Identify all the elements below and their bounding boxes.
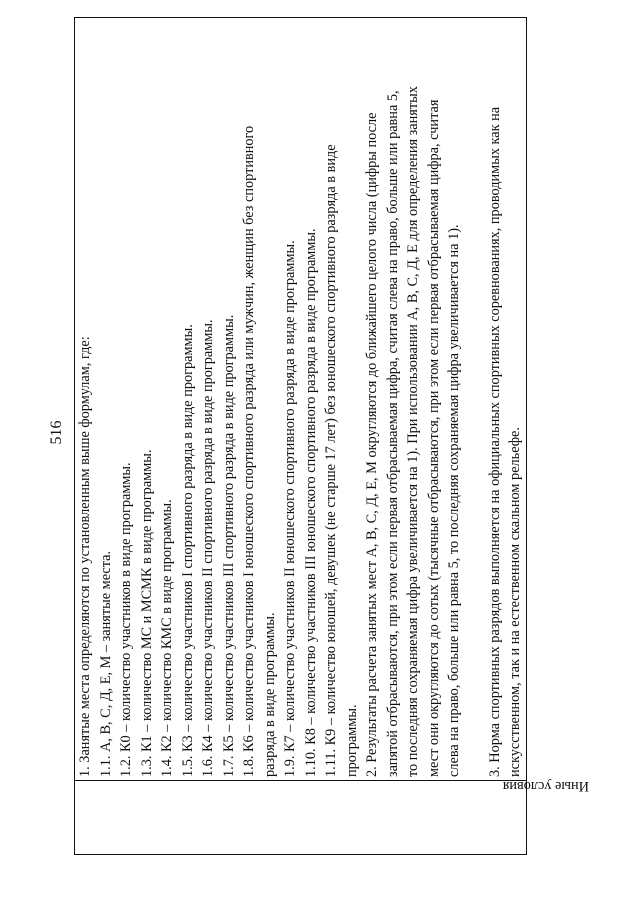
line-5: 1.4. К2 – количество КМС в виде программы. bbox=[159, 499, 175, 777]
line-14: программы. bbox=[343, 704, 360, 777]
section-label: Иные условия bbox=[502, 778, 589, 794]
line-22: искусственном, так и на естественном скальном рельефе. bbox=[507, 427, 523, 777]
line-16: запятой отбрасываются, при этом если первая отбрасываемая цифра, считая слева на право, больше или равна 5, bbox=[384, 90, 401, 777]
page-number: 516 bbox=[48, 420, 65, 445]
line-3: 1.2. К0 – количество участников в виде программы. bbox=[118, 462, 134, 777]
line-4: 1.3. К1 – количество МС и МСМК в виде программы. bbox=[138, 449, 155, 777]
rotated-page bbox=[48, 10, 592, 855]
line-1: 1. Занятые места определяются по установленным выше формулам, где: bbox=[77, 336, 93, 777]
table-row bbox=[75, 18, 527, 855]
line-18: мест они округляются до сотых (тысячные отбрасываются, при этом если первая отбрасываемая цифра, считая bbox=[425, 99, 442, 777]
line-8: 1.7. К5 – количество участников III спортивного разряда в виде программы. bbox=[220, 314, 237, 777]
line-20 bbox=[465, 21, 485, 777]
line-12: 1.10. К8 – количество участников III юношеского спортивного разряда в виде программы. bbox=[302, 228, 319, 777]
line-2: 1.1. А, В, С, Д, Е, М – занятые места. bbox=[97, 550, 114, 777]
line-11: 1.9. К7 – количество участников II юношеского спортивного разряда в виде программы. bbox=[282, 240, 298, 777]
line-10: разряда в виде программы. bbox=[261, 612, 278, 777]
line-6: 1.5. К3 – количество участников I спортивного разряда в виде программы. bbox=[179, 324, 196, 777]
line-7: 1.6. К4 – количество участников II спортивного разряда в виде программы. bbox=[200, 319, 216, 777]
section-label-cell bbox=[75, 778, 589, 855]
line-19: слева на право, больше или равна 5, то последняя сохраняемая цифра увеличивается на 1). bbox=[446, 224, 462, 777]
line-17: то последняя сохраняемая цифра увеличивается на 1). При использовании А, В, С, Д, Е для определения занятых bbox=[405, 86, 421, 777]
line-13: 1.11. К9 – количество юношей, девушек (не старше 17 лет) без юношеского спортивного разряда в виде bbox=[323, 144, 339, 777]
line-21: 3. Норма спортивных разрядов выполняется на официальных спортивных соревнованиях, проводимых как на bbox=[486, 106, 503, 777]
conditions-table bbox=[74, 17, 589, 855]
section-content-cell bbox=[75, 18, 527, 781]
line-15: 2. Результаты расчета занятых мест А, В, С, Д, Е, М округляются до ближайшего целого числа (цифры после bbox=[364, 112, 380, 777]
line-9: 1.8. К6 – количество участников I юношеского спортивного разряда или мужчин, женщин без спортивного bbox=[241, 125, 257, 777]
